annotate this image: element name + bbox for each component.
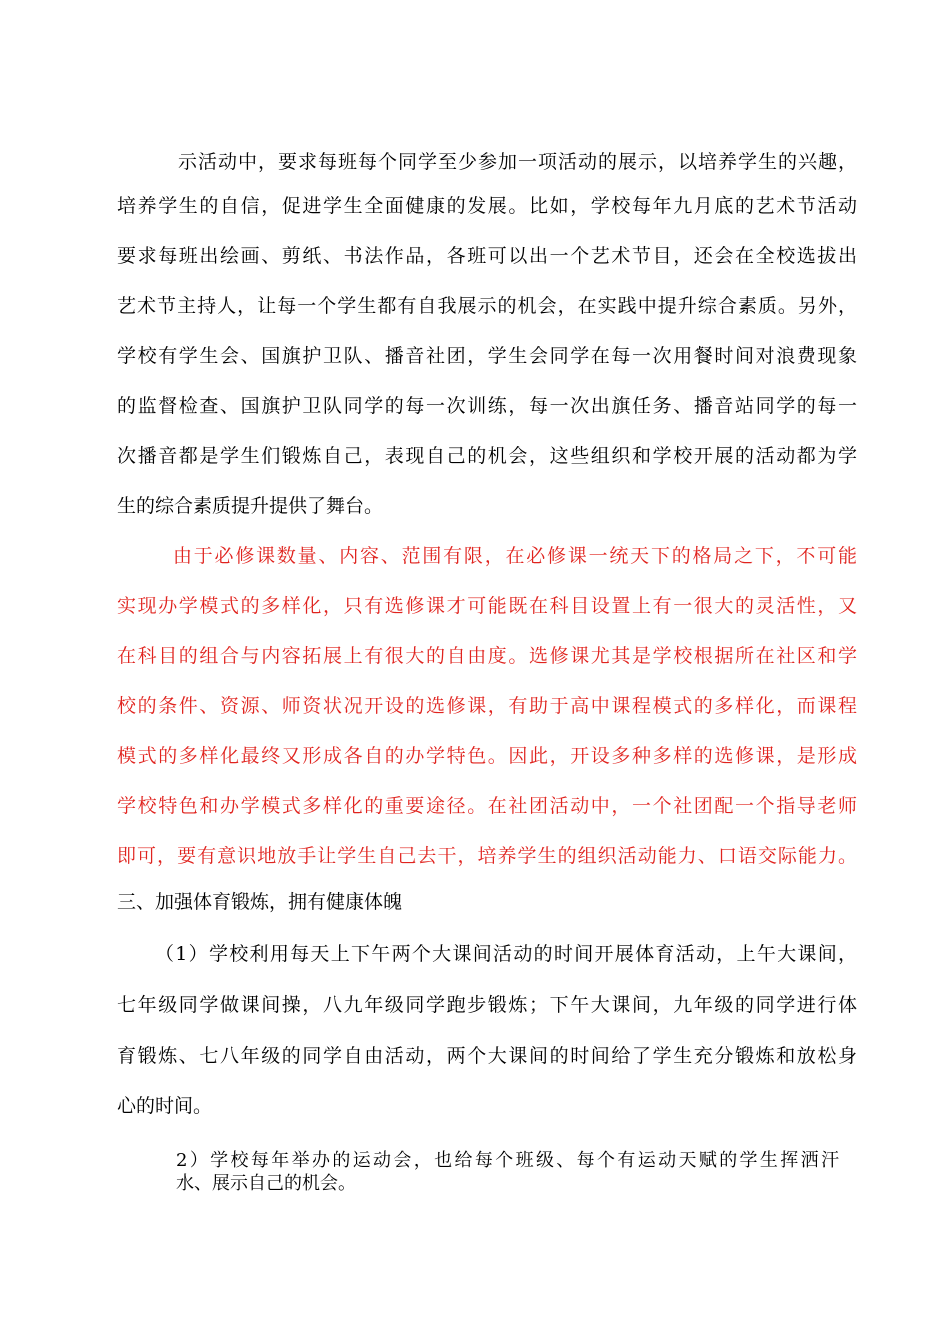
text-line: 学校特色和办学模式多样化的重要途径。在社团活动中，一个社团配一个指导老师 bbox=[117, 795, 857, 817]
text-line: 要求每班出绘画、剪纸、书法作品，各班可以出一个艺术节目，还会在全校选拔出 bbox=[117, 245, 857, 267]
text-line: 学校有学生会、国旗护卫队、播音社团，学生会同学在每一次用餐时间对浪费现象 bbox=[117, 345, 857, 367]
text-line: 次播音都是学生们锻炼自己，表现自己的机会，这些组织和学校开展的活动都为学 bbox=[117, 445, 857, 467]
text-line: 育锻炼、七八年级的同学自由活动，两个大课间的时间给了学生充分锻炼和放松身 bbox=[117, 1045, 857, 1067]
text-line: 在科目的组合与内容拓展上有很大的自由度。选修课尤其是学校根据所在社区和学 bbox=[117, 645, 857, 667]
text-line: 2）学校每年举办的运动会，也给每个班级、每个有运动天赋的学生挥洒汗 bbox=[176, 1150, 839, 1171]
text-line: 生的综合素质提升提供了舞台。 bbox=[117, 495, 384, 517]
text-line: 艺术节主持人，让每一个学生都有自我展示的机会，在实践中提升综合素质。另外， bbox=[117, 295, 857, 317]
text-line: 实现办学模式的多样化，只有选修课才可能既在科目设置上有一很大的灵活性，又 bbox=[117, 595, 857, 617]
text-line: 培养学生的自信，促进学生全面健康的发展。比如，学校每年九月底的艺术节活动 bbox=[117, 195, 857, 217]
text-line: （1）学校利用每天上下午两个大课间活动的时间开展体育活动，上午大课间， bbox=[155, 943, 857, 965]
text-line: 校的条件、资源、师资状况开设的选修课，有助于高中课程模式的多样化，而课程 bbox=[117, 695, 857, 717]
text-line: 心的时间。 bbox=[117, 1095, 213, 1117]
text-line: 水、展示自己的机会。 bbox=[176, 1173, 356, 1194]
text-line: 示活动中，要求每班每个同学至少参加一项活动的展示，以培养学生的兴趣， bbox=[178, 151, 857, 173]
text-line: 模式的多样化最终又形成各自的办学特色。因此，开设多种多样的选修课，是形成 bbox=[117, 745, 857, 767]
text-line: 由于必修课数量、内容、范围有限，在必修课一统天下的格局之下，不可能 bbox=[173, 545, 857, 567]
text-line: 即可，要有意识地放手让学生自己去干，培养学生的组织活动能力、口语交际能力。 bbox=[117, 845, 857, 867]
text-line: 的监督检查、国旗护卫队同学的每一次训练，每一次出旗任务、播音站同学的每一 bbox=[117, 395, 857, 417]
section-heading: 三、加强体育锻炼，拥有健康体魄 bbox=[117, 891, 403, 913]
text-line: 七年级同学做课间操，八九年级同学跑步锻炼；下午大课间，九年级的同学进行体 bbox=[117, 994, 857, 1016]
